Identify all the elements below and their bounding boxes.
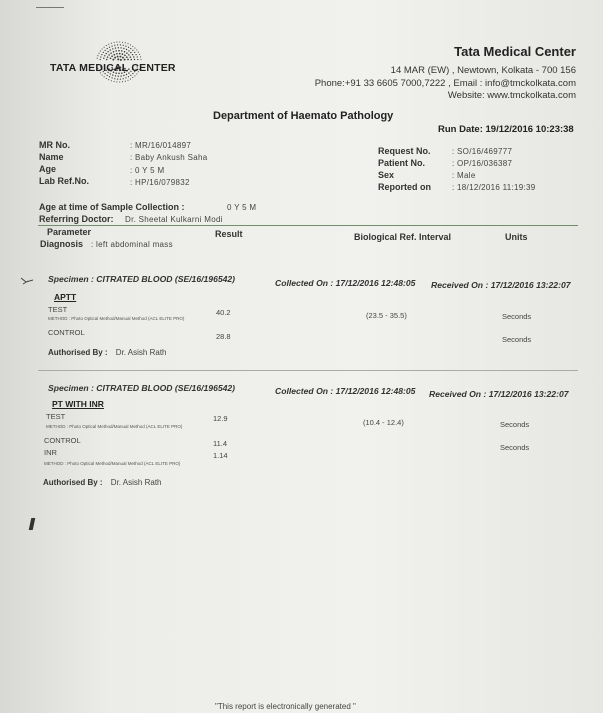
- aptt-control-result: 28.8: [216, 332, 231, 341]
- collected-1: Collected On : 17/12/2016 12:48:05: [275, 278, 416, 288]
- diagnosis-label: Diagnosis: [40, 239, 84, 249]
- inr-result: 1.14: [213, 451, 228, 460]
- collected-2: Collected On : 17/12/2016 12:48:05: [275, 386, 416, 396]
- test-title-aptt: APTT: [54, 292, 77, 302]
- col-interval: Biological Ref. Interval: [354, 232, 452, 242]
- referring-value: Dr. Sheetal Kulkarni Modi: [125, 215, 223, 224]
- age-collection-value: 0 Y 5 M: [227, 203, 257, 212]
- col-parameter: Parameter: [47, 227, 92, 237]
- divider: [38, 225, 578, 226]
- authorised-label-2: Authorised By :: [43, 478, 103, 487]
- aptt-control-units: Seconds: [502, 335, 532, 344]
- name-label: Name: [39, 152, 64, 162]
- name-value: : Baby Ankush Saha: [130, 153, 208, 162]
- col-result: Result: [215, 229, 243, 239]
- logo-text: TATA MEDICAL CENTER: [50, 62, 176, 74]
- method-2a: METHOD : Photo Optical Method/Manual Method (ACL ELITE PRO): [46, 424, 183, 429]
- specimen-2: Specimen : CITRATED BLOOD (SE/16/196542): [48, 383, 236, 393]
- aptt-test-result: 40.2: [216, 308, 231, 317]
- labref-value: : HP/16/079832: [130, 178, 190, 187]
- pt-control-result: 11.4: [213, 439, 228, 448]
- authorised-1: [48, 348, 166, 357]
- diagnosis-value: : left abdominal mass: [91, 240, 173, 249]
- reported-value: : 18/12/2016 11:19:39: [452, 183, 536, 192]
- reported-label: Reported on: [378, 182, 431, 192]
- footer-note: "This report is electronically generated ": [215, 702, 356, 711]
- divider: [38, 370, 578, 371]
- sex-label: Sex: [378, 170, 395, 180]
- labref-label: Lab Ref.No.: [39, 176, 90, 186]
- hospital-website: Website: www.tmckolkata.com: [447, 90, 576, 101]
- department-title: Department of Haemato Pathology: [213, 110, 394, 122]
- age-value: : 0 Y 5 M: [130, 166, 165, 175]
- request-value: : SO/16/469777: [452, 147, 513, 156]
- margin-mark: [29, 518, 36, 530]
- received-2: Received On : 17/12/2016 13:22:07: [429, 389, 569, 399]
- received-1: Received On : 17/12/2016 13:22:07: [431, 280, 571, 290]
- mr-value: : MR/16/014897: [130, 141, 192, 150]
- aptt-interval: (23.5 - 35.5): [366, 311, 407, 320]
- control-label-2: CONTROL: [44, 436, 81, 445]
- mr-label: MR No.: [39, 140, 70, 150]
- patient-no-label: Patient No.: [378, 158, 426, 168]
- pt-interval: (10.4 - 12.4): [363, 418, 404, 427]
- hospital-address: 14 MAR (EW) , Newtown, Kolkata - 700 156: [390, 65, 576, 76]
- request-label: Request No.: [378, 146, 431, 156]
- hospital-name: Tata Medical Center: [454, 44, 576, 59]
- pen-stroke: [36, 7, 64, 8]
- authorised-value-2: Dr. Asish Rath: [110, 478, 162, 487]
- sex-value: : Male: [452, 171, 476, 180]
- age-label: Age: [39, 164, 57, 174]
- authorised-value-1: Dr. Asish Rath: [115, 348, 167, 357]
- method-1: METHOD : Photo Optical Method/Manual Method (ACL ELITE PRO): [48, 316, 185, 321]
- inr-label: INR: [44, 448, 57, 457]
- test-label-2: TEST: [46, 412, 66, 421]
- age-collection-label: Age at time of Sample Collection :: [39, 202, 185, 212]
- test-label-1: TEST: [48, 305, 68, 314]
- patient-no-value: : OP/16/036387: [452, 159, 513, 168]
- pt-control-units: Seconds: [500, 443, 530, 452]
- pt-units: Seconds: [500, 420, 530, 429]
- specimen-1: Specimen : CITRATED BLOOD (SE/16/196542): [48, 274, 236, 284]
- test-title-pt-inr: PT WITH INR: [52, 399, 104, 409]
- pt-test-result: 12.9: [213, 414, 228, 423]
- pen-mark-icon: [20, 276, 34, 286]
- run-date: Run Date: 19/12/2016 10:23:38: [438, 124, 574, 135]
- referring-label: Referring Doctor:: [39, 214, 114, 224]
- method-2b: METHOD : Photo Optical Method/Manual Method (ACL ELITE PRO): [44, 461, 181, 466]
- authorised-2: [43, 478, 161, 487]
- authorised-label-1: Authorised By :: [48, 348, 108, 357]
- control-label-1: CONTROL: [48, 328, 85, 337]
- col-units: Units: [505, 232, 528, 242]
- hospital-contact: Phone:+91 33 6605 7000,7222 , Email : info@tmckolkata.com: [314, 78, 576, 89]
- aptt-units: Seconds: [502, 312, 532, 321]
